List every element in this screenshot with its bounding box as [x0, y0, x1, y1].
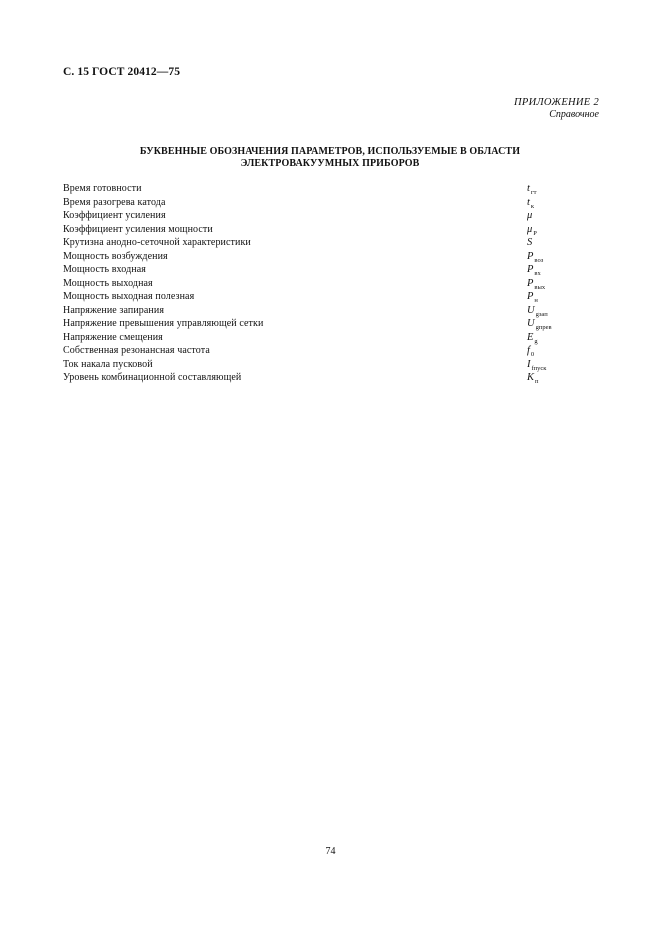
parameter-row — [63, 223, 603, 237]
symbol-base: P — [527, 291, 534, 302]
symbol-base: E — [527, 331, 534, 343]
symbol-base: P — [527, 250, 534, 262]
parameter-row — [63, 196, 603, 210]
symbol-subscript: воз — [534, 256, 544, 264]
parameter-name: Ток накала пусковой — [63, 358, 153, 370]
symbol-subscript: п — [535, 378, 539, 385]
parameter-name: Собственная резонансная частота — [63, 345, 210, 356]
symbol-subscript: gзап — [535, 310, 548, 318]
parameter-name: Время готовности — [63, 183, 142, 194]
symbol-base: P — [527, 264, 534, 275]
parameter-name: Напряжение запирания — [63, 304, 165, 316]
parameter-name: Время разогрева катода — [63, 196, 166, 208]
symbol-subscript: н — [534, 297, 538, 304]
symbol-subscript: гт — [530, 189, 537, 196]
parameter-row — [63, 182, 603, 196]
symbol-subscript: 0 — [530, 351, 535, 358]
symbol-subscript: g — [534, 337, 538, 345]
appendix-number: ПРИЛОЖЕНИЕ 2 — [514, 97, 599, 108]
parameter-name: Крутизна анодно-сеточной характеристики — [63, 237, 251, 248]
symbol-subscript: к — [530, 202, 535, 210]
parameter-row — [63, 290, 603, 304]
parameter-row — [63, 344, 603, 358]
parameter-row — [63, 250, 603, 264]
parameter-name: Уровень комбинационной составляющей — [63, 372, 242, 383]
section-title — [80, 146, 580, 169]
symbol-base: μ — [527, 210, 533, 221]
symbol-base: t — [527, 183, 530, 194]
parameter-row — [63, 263, 603, 277]
parameter-row — [63, 317, 603, 331]
appendix-kind: Справочное — [549, 109, 599, 120]
parameter-row — [63, 209, 603, 223]
page-number: 74 — [325, 846, 336, 857]
symbol-base: t — [527, 196, 530, 208]
section-title-line-1: БУКВЕННЫЕ ОБОЗНАЧЕНИЯ ПАРАМЕТРОВ, ИСПОЛЬЗУЕМЫЕ В ОБЛАСТИ — [139, 146, 521, 157]
symbol-subscript: вых — [534, 283, 546, 291]
parameter-name: Мощность входная — [63, 264, 146, 275]
parameter-symbol — [527, 209, 532, 223]
symbol-subscript: P — [533, 229, 537, 237]
symbol-base: I — [527, 358, 531, 370]
parameter-name: Мощность выходная — [63, 277, 153, 289]
symbol-base: f — [527, 345, 530, 356]
symbol-base: S — [527, 237, 533, 248]
parameter-name: Напряжение смещения — [63, 331, 163, 343]
symbol-base: μ — [527, 223, 533, 235]
page-header: С. 15 ГОСТ 20412—75 — [63, 66, 181, 78]
symbol-base: K — [527, 372, 535, 383]
parameter-name: Напряжение превышения управляющей сетки — [63, 318, 264, 329]
parameter-row — [63, 277, 603, 291]
parameter-name: Мощность выходная полезная — [63, 291, 195, 302]
appendix-label — [514, 97, 599, 121]
parameter-name: Коэффициент усиления мощности — [63, 223, 213, 235]
parameter-symbol — [527, 236, 532, 250]
parameter-symbol — [527, 371, 539, 389]
parameter-row — [63, 304, 603, 318]
parameter-row — [63, 236, 603, 250]
symbol-subscript: gпрев — [535, 324, 552, 331]
parameter-list — [63, 182, 603, 385]
symbol-base: P — [527, 277, 534, 289]
symbol-subscript: fпуск — [531, 364, 547, 372]
symbol-base: U — [527, 318, 535, 329]
parameter-row — [63, 371, 603, 385]
symbol-base: U — [527, 304, 535, 316]
parameter-name: Мощность возбуждения — [63, 250, 168, 262]
parameter-name: Коэффициент усиления — [63, 210, 166, 221]
section-title-line-2: ЭЛЕКТРОВАКУУМНЫХ ПРИБОРОВ — [240, 157, 420, 169]
parameter-row — [63, 331, 603, 345]
symbol-subscript: вх — [534, 270, 541, 277]
parameter-row — [63, 358, 603, 372]
